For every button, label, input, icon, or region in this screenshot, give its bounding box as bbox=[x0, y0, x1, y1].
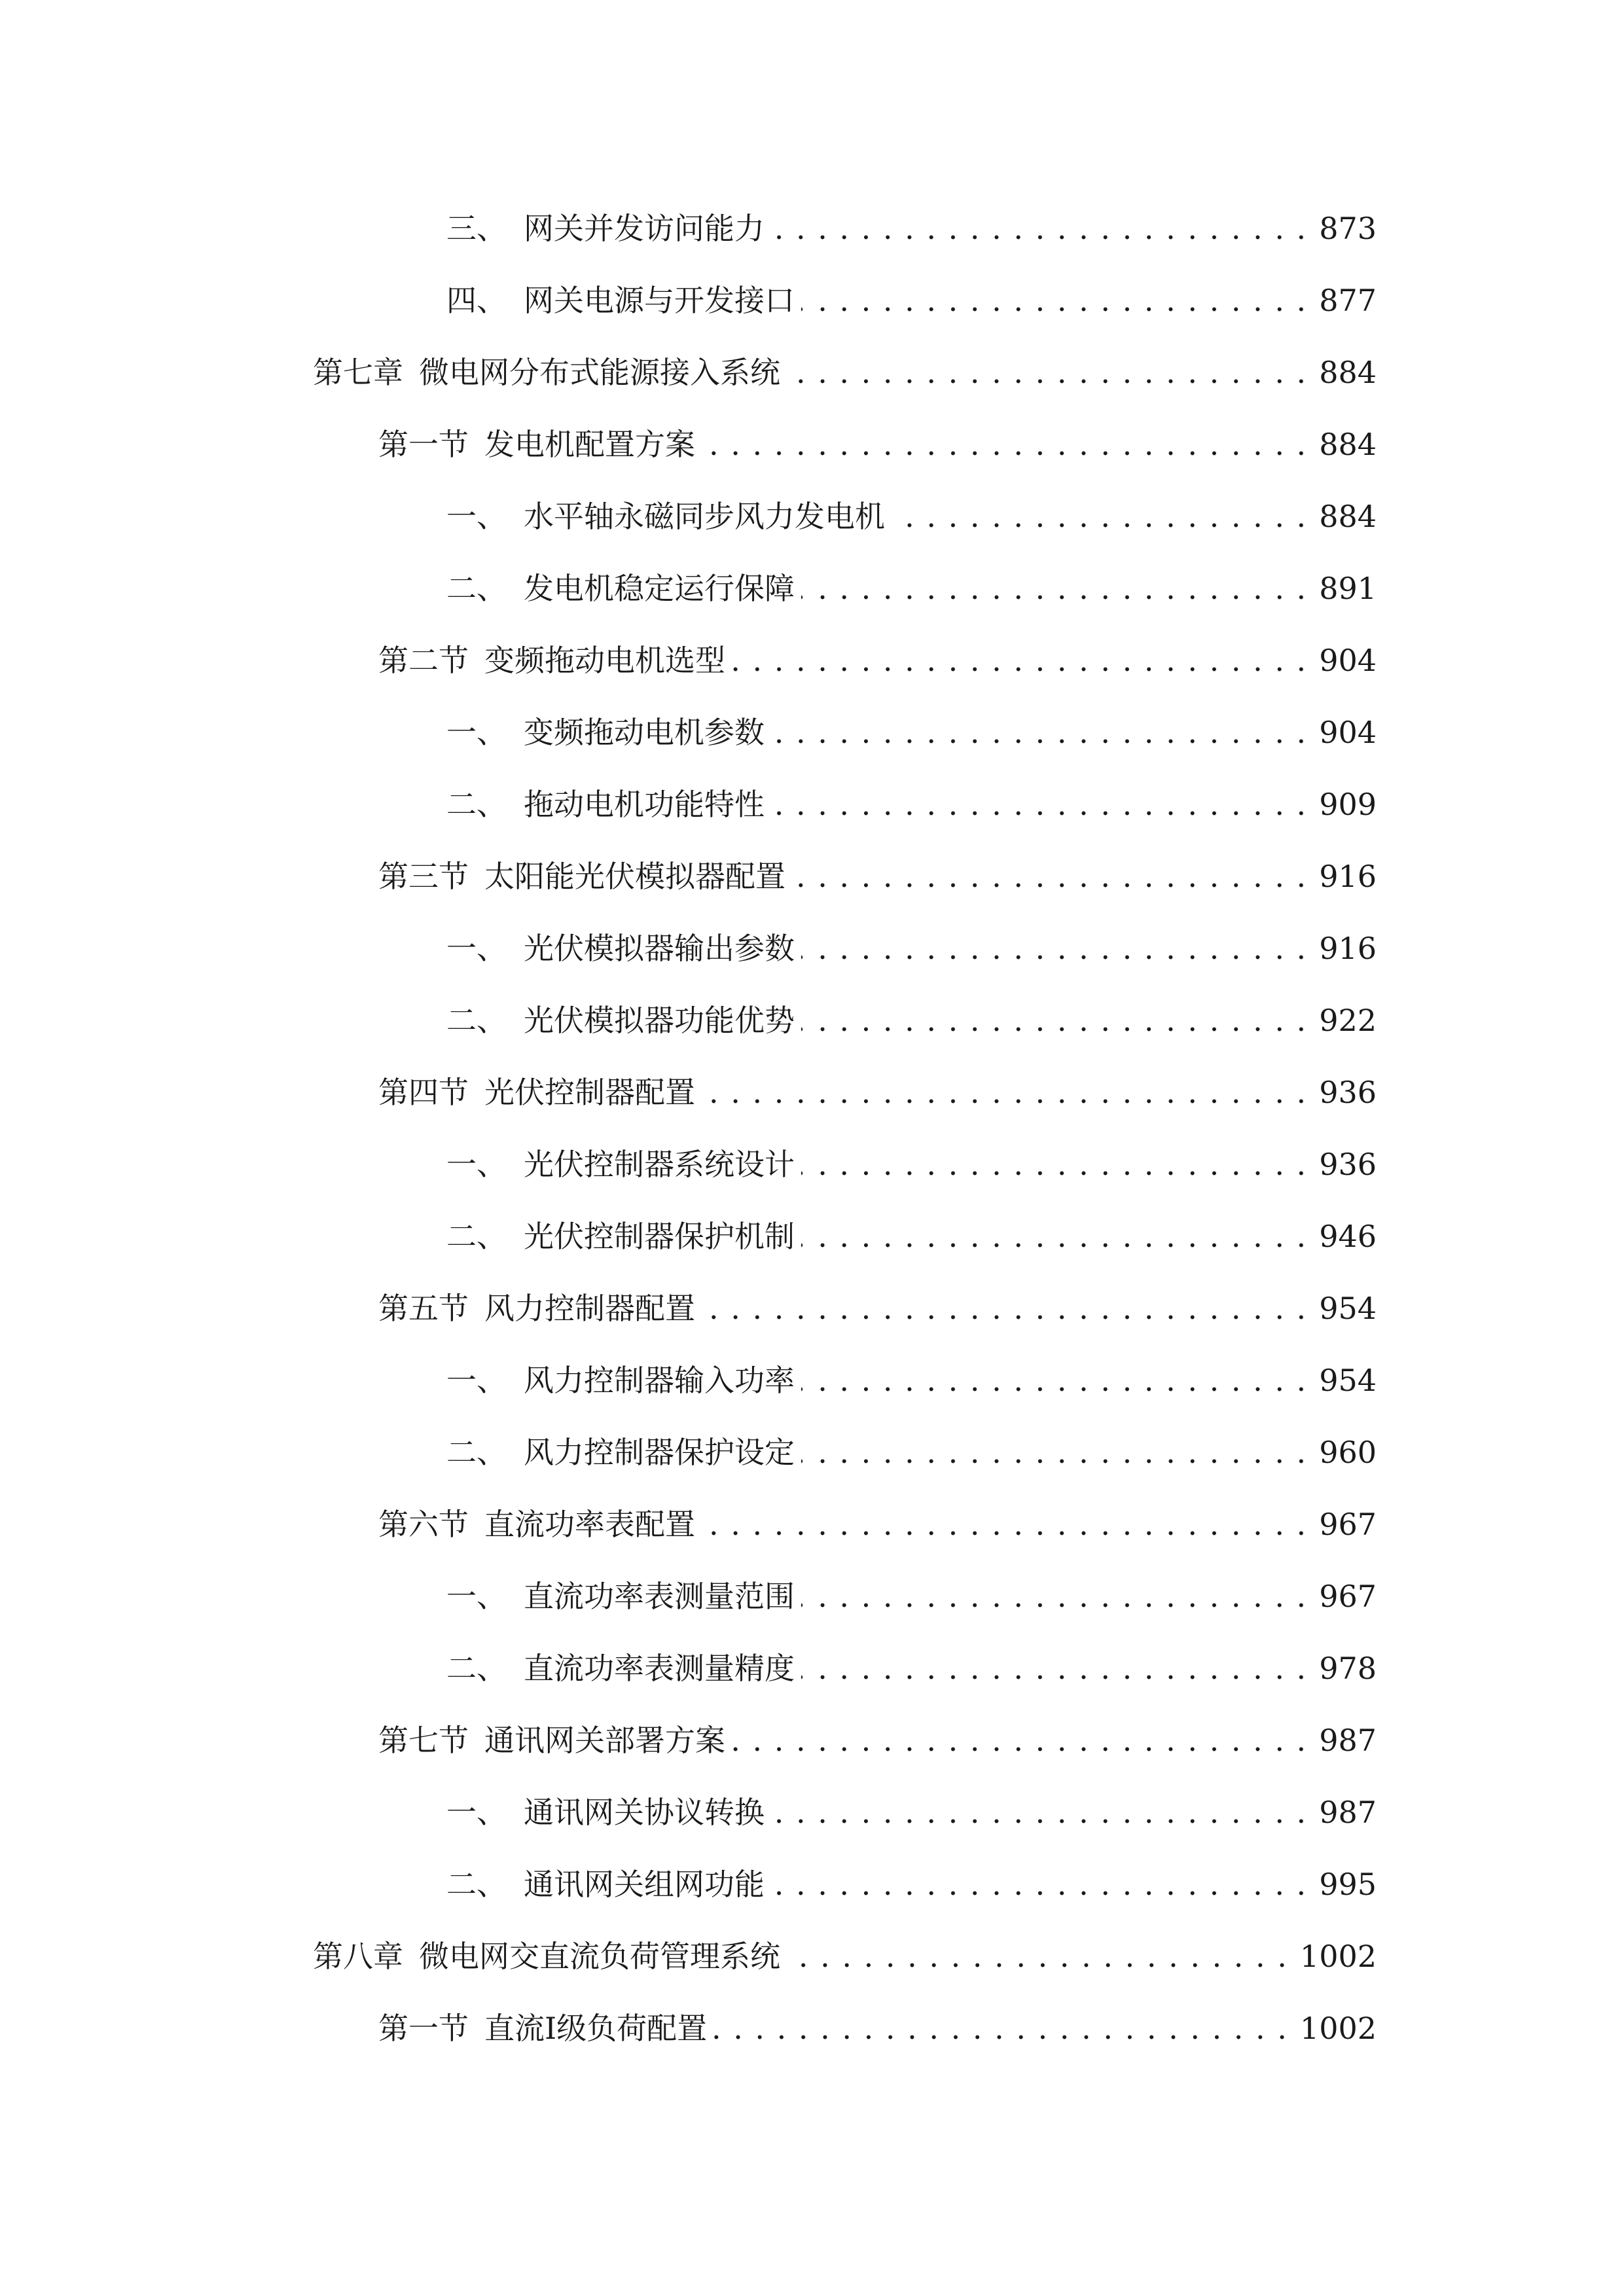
toc-entry[interactable] bbox=[446, 778, 1377, 831]
entry-page-number: 995 bbox=[1319, 1867, 1377, 1902]
dot-leader bbox=[801, 1642, 1307, 1695]
entry-page-number: 884 bbox=[1319, 427, 1377, 462]
entry-title: 光伏控制器配置 bbox=[484, 1075, 695, 1110]
toc-entry[interactable] bbox=[446, 274, 1377, 327]
dot-leader bbox=[892, 490, 1307, 543]
entry-number: 四、 bbox=[446, 283, 507, 318]
toc-entry[interactable] bbox=[378, 2002, 1377, 2054]
entry-number: 第四节 bbox=[378, 1075, 469, 1110]
toc-entry[interactable] bbox=[446, 1138, 1377, 1191]
entry-number: 二、 bbox=[446, 1003, 507, 1038]
entry-number: 一、 bbox=[446, 499, 507, 534]
entry-title: 风力控制器输入功率 bbox=[524, 1363, 795, 1398]
toc-entry[interactable] bbox=[446, 922, 1377, 975]
entry-page-number: 916 bbox=[1319, 859, 1377, 894]
entry-page-number: 1002 bbox=[1299, 2011, 1377, 2046]
entry-title: 光伏模拟器功能优势 bbox=[524, 1003, 795, 1038]
entry-number: 第五节 bbox=[378, 1291, 469, 1326]
toc-entry[interactable] bbox=[446, 1786, 1377, 1839]
dot-leader bbox=[801, 1210, 1307, 1263]
dot-leader bbox=[801, 274, 1307, 327]
entry-title: 发电机稳定运行保障 bbox=[524, 571, 795, 606]
entry-page-number: 954 bbox=[1319, 1291, 1377, 1326]
toc-entry[interactable] bbox=[446, 562, 1377, 615]
entry-number: 一、 bbox=[446, 715, 507, 750]
entry-title: 拖动电机功能特性 bbox=[524, 787, 765, 822]
entry-page-number: 936 bbox=[1319, 1147, 1377, 1182]
dot-leader bbox=[732, 634, 1307, 687]
dot-leader bbox=[771, 1858, 1307, 1910]
entry-number: 二、 bbox=[446, 1867, 507, 1902]
entry-title: 直流功率表配置 bbox=[484, 1507, 695, 1542]
entry-title: 微电网分布式能源接入系统 bbox=[419, 355, 780, 390]
dot-leader bbox=[801, 1426, 1307, 1479]
entry-number: 第六节 bbox=[378, 1507, 469, 1542]
entry-page-number: 987 bbox=[1319, 1795, 1377, 1830]
dot-leader bbox=[771, 778, 1307, 831]
entry-number: 第二节 bbox=[378, 643, 469, 678]
toc-entry[interactable] bbox=[446, 1642, 1377, 1695]
entry-title: 光伏模拟器输出参数 bbox=[524, 931, 795, 966]
dot-leader bbox=[713, 2002, 1288, 2054]
entry-page-number: 891 bbox=[1319, 571, 1377, 606]
toc-entry[interactable] bbox=[378, 1498, 1377, 1551]
entry-number: 一、 bbox=[446, 1363, 507, 1398]
entry-page-number: 967 bbox=[1319, 1579, 1377, 1614]
entry-number: 二、 bbox=[446, 787, 507, 822]
dot-leader bbox=[801, 562, 1307, 615]
toc-entry[interactable] bbox=[378, 850, 1377, 903]
entry-page-number: 884 bbox=[1319, 355, 1377, 390]
toc-entry[interactable] bbox=[446, 706, 1377, 759]
dot-leader bbox=[732, 1714, 1307, 1767]
entry-title: 网关电源与开发接口 bbox=[524, 283, 795, 318]
toc-entry[interactable] bbox=[378, 1066, 1377, 1119]
dot-leader bbox=[771, 1786, 1307, 1839]
entry-number: 一、 bbox=[446, 1579, 507, 1614]
dot-leader bbox=[702, 418, 1307, 471]
entry-number: 第八章 bbox=[313, 1939, 403, 1974]
entry-page-number: 909 bbox=[1319, 787, 1377, 822]
entry-title: 直流Ⅰ级负荷配置 bbox=[484, 2011, 708, 2046]
entry-number: 二、 bbox=[446, 1435, 507, 1470]
dot-leader bbox=[787, 346, 1307, 399]
dot-leader bbox=[792, 850, 1307, 903]
entry-title: 通讯网关部署方案 bbox=[484, 1723, 725, 1758]
entry-page-number: 1002 bbox=[1299, 1939, 1377, 1974]
dot-leader bbox=[702, 1282, 1307, 1335]
entry-title: 风力控制器保护设定 bbox=[524, 1435, 795, 1470]
toc-entry[interactable] bbox=[446, 1570, 1377, 1623]
entry-title: 太阳能光伏模拟器配置 bbox=[484, 859, 785, 894]
entry-page-number: 946 bbox=[1319, 1219, 1377, 1254]
toc-entry[interactable] bbox=[378, 634, 1377, 687]
entry-number: 第三节 bbox=[378, 859, 469, 894]
entry-page-number: 922 bbox=[1319, 1003, 1377, 1038]
toc-entry[interactable] bbox=[446, 1210, 1377, 1263]
entry-number: 一、 bbox=[446, 1795, 507, 1830]
toc-entry[interactable] bbox=[446, 1354, 1377, 1407]
entry-title: 通讯网关协议转换 bbox=[524, 1795, 765, 1830]
entry-page-number: 904 bbox=[1319, 715, 1377, 750]
entry-title: 微电网交直流负荷管理系统 bbox=[419, 1939, 780, 1974]
entry-number: 第一节 bbox=[378, 2011, 469, 2046]
entry-page-number: 967 bbox=[1319, 1507, 1377, 1542]
entry-number: 第一节 bbox=[378, 427, 469, 462]
toc-entry[interactable] bbox=[446, 490, 1377, 543]
dot-leader bbox=[801, 922, 1307, 975]
entry-title: 光伏控制器系统设计 bbox=[524, 1147, 795, 1182]
toc-entry[interactable] bbox=[378, 1714, 1377, 1767]
toc-entry[interactable] bbox=[446, 1858, 1377, 1910]
entry-number: 一、 bbox=[446, 1147, 507, 1182]
entry-title: 风力控制器配置 bbox=[484, 1291, 695, 1326]
entry-page-number: 904 bbox=[1319, 643, 1377, 678]
toc-entry[interactable] bbox=[446, 994, 1377, 1047]
entry-page-number: 987 bbox=[1319, 1723, 1377, 1758]
entry-page-number: 960 bbox=[1319, 1435, 1377, 1470]
entry-page-number: 916 bbox=[1319, 931, 1377, 966]
entry-page-number: 978 bbox=[1319, 1651, 1377, 1686]
toc-entry[interactable] bbox=[313, 346, 1377, 399]
entry-number: 二、 bbox=[446, 1219, 507, 1254]
entry-page-number: 884 bbox=[1319, 499, 1377, 534]
toc-entry[interactable] bbox=[378, 1282, 1377, 1335]
entry-title: 变频拖动电机参数 bbox=[524, 715, 765, 750]
entry-title: 发电机配置方案 bbox=[484, 427, 695, 462]
dot-leader bbox=[771, 202, 1307, 255]
entry-title: 网关并发访问能力 bbox=[524, 211, 765, 246]
dot-leader bbox=[801, 1570, 1307, 1623]
entry-number: 二、 bbox=[446, 571, 507, 606]
dot-leader bbox=[771, 706, 1307, 759]
toc-entry[interactable] bbox=[446, 202, 1377, 255]
entry-page-number: 877 bbox=[1319, 283, 1377, 318]
entry-title: 光伏控制器保护机制 bbox=[524, 1219, 795, 1254]
entry-title: 水平轴永磁同步风力发电机 bbox=[524, 499, 885, 534]
toc-entry[interactable] bbox=[378, 418, 1377, 471]
entry-title: 直流功率表测量精度 bbox=[524, 1651, 795, 1686]
entry-number: 三、 bbox=[446, 211, 507, 246]
dot-leader bbox=[787, 1930, 1288, 1982]
dot-leader bbox=[702, 1498, 1307, 1551]
dot-leader bbox=[801, 1138, 1307, 1191]
entry-number: 一、 bbox=[446, 931, 507, 966]
entry-title: 变频拖动电机选型 bbox=[484, 643, 725, 678]
dot-leader bbox=[702, 1066, 1307, 1119]
dot-leader bbox=[801, 1354, 1307, 1407]
toc-entry[interactable] bbox=[446, 1426, 1377, 1479]
entry-number: 二、 bbox=[446, 1651, 507, 1686]
entry-number: 第七节 bbox=[378, 1723, 469, 1758]
entry-title: 直流功率表测量范围 bbox=[524, 1579, 795, 1614]
entry-page-number: 936 bbox=[1319, 1075, 1377, 1110]
entry-page-number: 873 bbox=[1319, 211, 1377, 246]
entry-title: 通讯网关组网功能 bbox=[524, 1867, 765, 1902]
toc-entry[interactable] bbox=[313, 1930, 1377, 1982]
entry-number: 第七章 bbox=[313, 355, 403, 390]
entry-page-number: 954 bbox=[1319, 1363, 1377, 1398]
dot-leader bbox=[801, 994, 1307, 1047]
